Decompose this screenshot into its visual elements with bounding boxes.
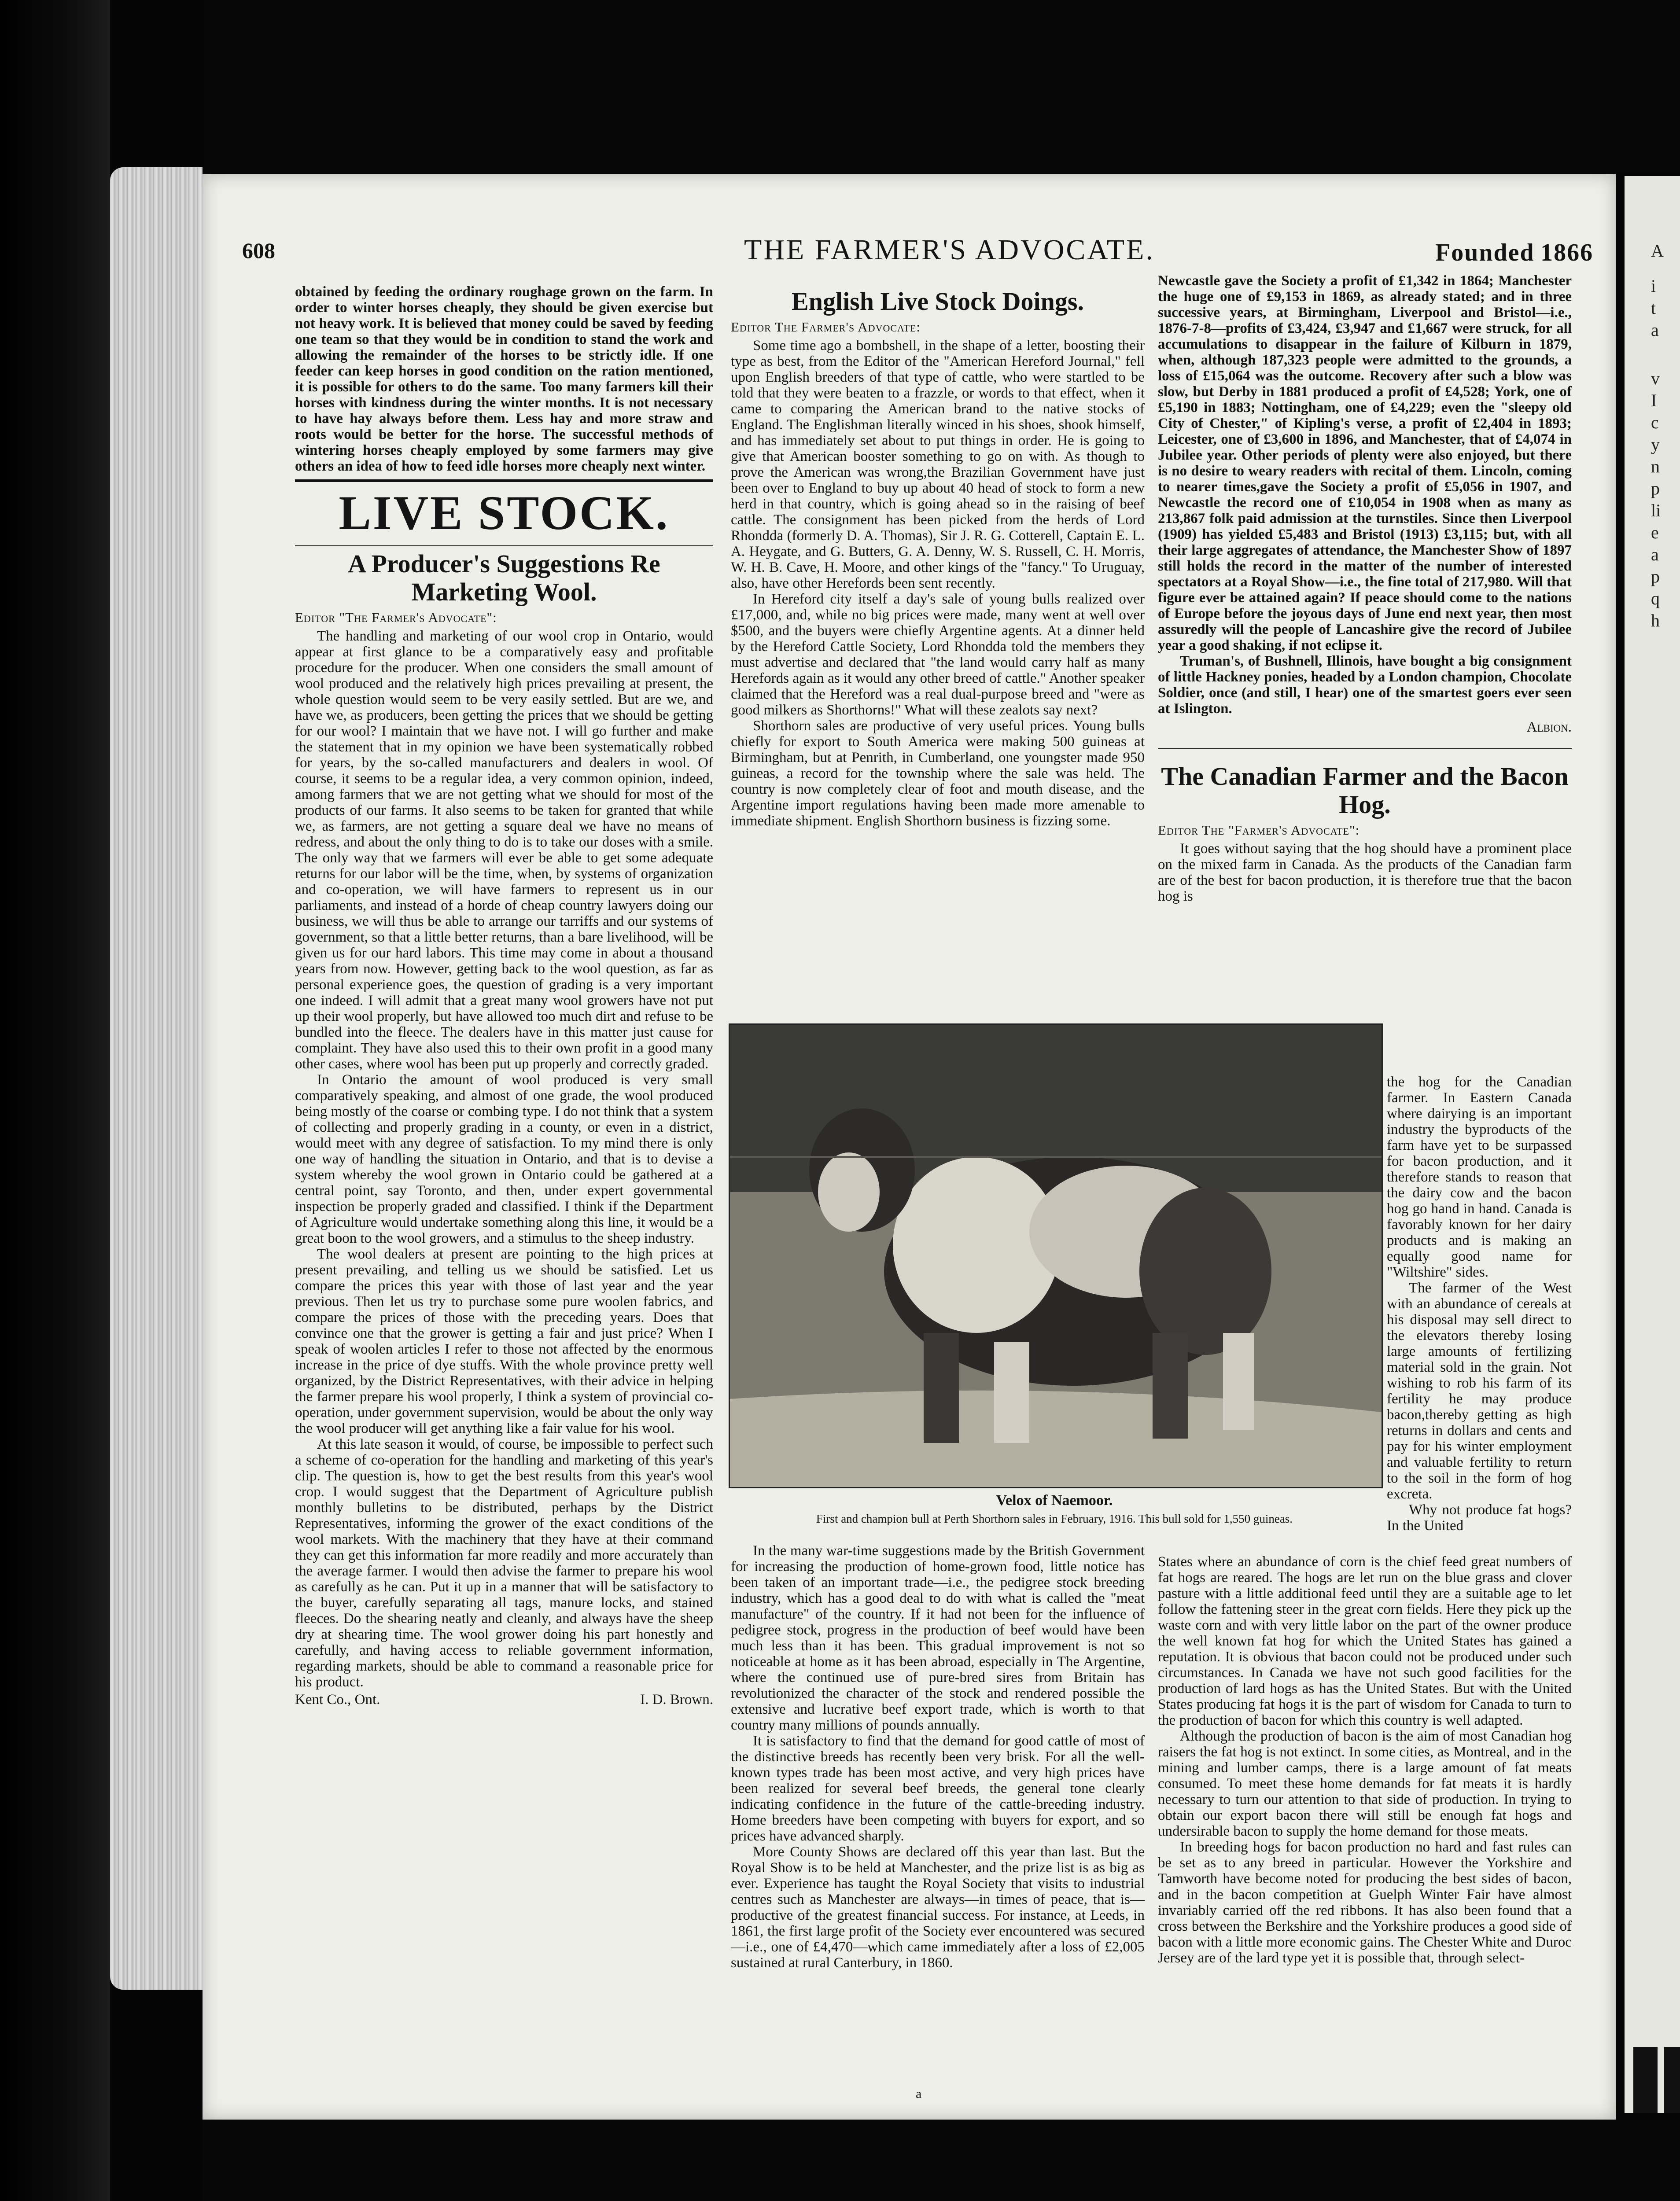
adjacent-fragment: p — [1651, 478, 1660, 498]
adjacent-fragment: t — [1651, 298, 1656, 318]
column-2 — [731, 284, 1145, 829]
adjacent-fragment: A — [1651, 241, 1664, 261]
masthead: THE FARMER'S ADVOCATE. — [744, 234, 1155, 266]
scan-background-top — [203, 0, 1680, 174]
adjacent-page-edge — [1625, 176, 1680, 2113]
column-1 — [295, 284, 713, 1708]
adjacent-fragment: q — [1651, 589, 1660, 608]
article-paragraph: The farmer of the West with an abundance of cereals at his disposal may sell direct to the elevators thereby losing large amounts of fertilizing material sold in the grain. Not wishing to rob his farm of its fertility he may produce bacon,thereby getting as high returns in dollars and cents and pay for his winter employment and valuable fertility to return to the soil in the form of hog excreta. — [1387, 1280, 1572, 1502]
article-paragraph: In Hereford city itself a day's sale of young bulls realized over £17,000, and, while no big prices were made, many went at well over $500, and the buyers were chiefly Argentine agents. At a dinner held by the Hereford Cattle Society, Lord Rhondda told the members they must advertise and declared that "the land would carry half as many Herefords again as it would any other breed of cattle." Another speaker claimed that the Hereford was a real dual-purpose breed and "were as good milkers as Shorthorns!" What will these zealots say next? — [731, 591, 1145, 718]
column-2-lower — [731, 1543, 1145, 1971]
page-number: 608 — [242, 238, 275, 263]
section-rule-thin — [295, 545, 713, 546]
signature-line — [295, 1692, 713, 1708]
adjacent-fragment: y — [1651, 434, 1660, 454]
article-title-wool: A Producer's Suggestions Re Marketing Wool. — [348, 549, 660, 606]
adjacent-fragment: v — [1651, 368, 1660, 388]
article-paragraph: Although the production of bacon is the aim of most Canadian hog raisers the fat hog is not extinct. In some cities, as Montreal, and in the mining and lumber camps, there is a large amount of fat meats consumed. To meet these home demands for fat meats it is hardly necessary to turn our attention to that side of production. In trying to obtain our export bacon there will still be enough fat hogs and undersirable bacon to supply the home demand for those meats. — [1158, 1728, 1572, 1839]
editor-line: Editor "The Farmer's Advocate": — [295, 610, 497, 625]
founded-text: Founded — [1435, 239, 1535, 266]
article-paragraph: It goes without saying that the hog should have a prominent place on the mixed farm in Canada. As the products of the Canadian farm are of the best for bacon production, it is therefore true that the bacon hog is — [1158, 841, 1572, 904]
scan-artifact-bar — [1633, 2047, 1658, 2113]
section-title: LIVE STOCK. — [339, 486, 670, 540]
article-paragraph: the hog for the Canadian farmer. In Eastern Canada where dairying is an important industry the byproducts of the farm have yet to be surpassed for bacon production, and it therefore stands to reason that the dairy cow and the bacon hog go hand in hand. Canada is favorably known for her dairy products and is making an equally good name for "Wiltshire" sides. — [1387, 1074, 1572, 1280]
adjacent-fragment: c — [1651, 412, 1659, 432]
footer-mark: a — [916, 2087, 922, 2101]
article-paragraph: At this late season it would, of course, be impossible to perfect such a scheme of co-operation for the handling and marketing of this year's clip. The question is, how to get the best results from this year's wool crop. I would suggest that the Department of Agriculture publish monthly bulletins to be distributed, perhaps by the District Representatives, informing the grower of the exact conditions of the wool markets. With the machinery that they have at their command they can get this information far more readily and more accurately than the average farmer. I would then advise the farmer to prepare his wool as carefully as he can. Put it up in a manner that will be satisfactory to the buyer, carefully separating all tags, manure locks, and stained fleeces. Do the shearing neatly and cleanly, and always have the sheep dry at shearing time. The wool grower doing his part honestly and carefully, and having access to reliable government information, regarding markets, should be able to command a reasonable price for his product. — [295, 1436, 713, 1690]
adjacent-fragment: li — [1651, 501, 1661, 520]
bull-photograph — [729, 1023, 1383, 1488]
article-paragraph: States where an abundance of corn is the chief feed great numbers of fat hogs are reared. The hogs are let run on the blue grass and clover pasture with a little additional feed until they are a suitable age to let follow the fattening steer in the great corn fields. Here they pick up the waste corn and with very little labor on the part of the owner produce the well known fat hog for which the United States has gained a reputation. It is obvious that bacon could not be produced under such circumstances. In Canada we have not such good facilities for the production of lard hogs as has the United States. But with the United States producing fat hogs it is the part of wisdom for Canada to turn to the production of bacon for which this country is well adapted. — [1158, 1554, 1572, 1728]
scan-background-left — [0, 0, 110, 2201]
adjacent-fragment: p — [1651, 567, 1660, 586]
article-paragraph: Shorthorn sales are productive of very useful prices. Young bulls chiefly for export to South America were making 500 guineas at Birmingham, but at Penrith, in Cumberland, one youngster made 950 guineas, a record for the township where the sale was held. The country is now completely clear of foot and mouth disease, and the Argentine import regulations having been made more amenable to immediate shipment. English Shorthorn business is fizzing some. — [731, 718, 1145, 829]
article-paragraph: More County Shows are declared off this year than last. But the Royal Show is to be held at Manchester, and the prize list is as big as ever. Experience has taught the Royal Society that visits to industrial centres such as Manchester are always—in times of peace, that is—productive of the greatest financial success. For instance, at Leeds, in 1861, the first large profit of the Society ever encountered was secured—i.e., one of £4,470—which came immediately after a loss of £2,005 sustained at rural Canterbury, in 1860. — [731, 1844, 1145, 1971]
adjacent-fragment: a — [1651, 545, 1659, 564]
article-paragraph: Why not produce fat hogs? In the United — [1387, 1502, 1572, 1534]
adjacent-fragment: a — [1651, 320, 1659, 340]
article-paragraph: The wool dealers at present are pointing to the high prices at present prevailing, and telling us we should be satisfied. Let us compare the prices this year with those of last year and the year previous. Then let us try to purchase some pure woolen fabrics, and compare the prices of those with the preceding years. Does that convince one that the grower is getting a fair and just price? When I speak of woolen articles I refer to those not affected by the enormous increase in the price of dye stuffs. With the whole province pretty well organized, by the District Representatives, with their advice in helping the farmer prepare his wool properly, I think a system of provincial co-operation, under government supervision, would be about the only way the wool producer will get anything like a fair value for his wool. — [295, 1246, 713, 1436]
editor-line: Editor The "Farmer's Advocate": — [1158, 822, 1360, 838]
article-paragraph: Newcastle gave the Society a profit of £1,342 in 1864; Manchester the huge one of £9,153 in 1869, as already stated; and in three successive years, at Birmingham, Liverpool and Bristol—i.e., 1876-7-8—profits of £3,424, £3,947 and £1,667 were struck, for all accumulations to disappear in the failure of Kilburn in 1879, when, although 187,323 people were admitted to the grounds, a loss of £15,064 was the outcome. Recovery after such a blow was slow, but Derby in 1881 produced a profit of £4,528; York, one of £5,190 in 1883; Nottingham, one of £4,229; even the "sleepy old City of Chester," of Kipling's verse, a profit of £2,404 in 1893; Leicester, one of £3,600 in 1896, and Manchester, that of £4,074 in Jubilee year. Other periods of plenty were also enjoyed, but there is no desire to weary readers with recital of them. Lincoln, coming to nearer times,gave the Society a profit of £5,056 in 1907, and Newcastle the record one of £10,054 in 1908 when as many as 213,867 folk paid admission at the turnstiles. Since then Liverpool (1909) has yielded £5,483 and Bristol (1913) £3,115; but, with all their large aggregates of attendance, the Manchester Show of 1897 still holds the record in the matter of the number of interested spectators at a Royal Show—i.e., the fine total of 217,980. Will that figure ever be attained again? If peace should come to the nations of Europe before the joyous days of June end next year, then most assuredly will the people of Lancashire give the record of Jubilee year a good shaking, if not eclipse it. — [1158, 273, 1572, 653]
founded-label — [1435, 239, 1593, 267]
adjacent-fragment: i — [1651, 276, 1656, 296]
founded-year: 1866 — [1540, 239, 1594, 266]
column-3-wrap — [1387, 1074, 1572, 1534]
page-header — [203, 229, 1616, 273]
article-paragraph: Truman's, of Bushnell, Illinois, have bought a big consignment of little Hackney ponies, headed by a London champion, Chocolate Soldier, once (and still, I hear) one of the smartest goers ever seen at Islington. — [1158, 653, 1572, 717]
photo-title: Velox of Naemoor. — [996, 1492, 1113, 1509]
signature-place: Kent Co., Ont. — [295, 1692, 380, 1708]
article-paragraph: Some time ago a bombshell, in the shape of a letter, boosting their type as best, from the Editor of the "American Hereford Journal," fell upon English breeders of that type of cattle, who were startled to be told that they were beaten to a frazzle, or words to that effect, when it came to comparing the American brand to the native stocks of England. The Englishman literally winced in his shoes, shook himself, and has immediately set about to put things in order. He is going to give that American booster something to go on with. As though to prove the American was wrong,the Brazilian Government have just been over to England to buy up about 40 head of stock to form a new herd in that country, which is going ahead so in the raising of beef cattle. The consignment has been picked from the herds of Lord Rhondda (formerly D. A. Thomas), Sir J. R. G. Cotterell, Captain E. L. A. Heygate, and G. Butters, G. A. Denny, W. S. Russell, C. H. Morris, W. H. B. Cave, H. Moore, and other kings of the "fancy." To Uruguay, also, have other Herefords been sent recently. — [731, 338, 1145, 591]
horse-wintering-paragraph: obtained by feeding the ordinary roughage grown on the farm. In order to winter horses cheaply, they should be given exercise but not heavy work. It is believed that money could be saved by feeding one team so that they would be in condition to stand the work and allowing the remainder of the horses to be strictly idle. If one feeder can keep horses in good condition on the ration mentioned, it is possible for others to do the same. Too many farmers kill their horses with kindness during the winter months. It is not necessary to have hay always before them. Less hay and more straw and roots would be better for the horse. The successful methods of wintering horses cheaply employed by some farmers may give others an idea of how to feed idle horses more cheaply next winter. — [295, 284, 713, 474]
newspaper-page — [203, 174, 1616, 2120]
adjacent-fragment: e — [1651, 523, 1659, 542]
scan-background-bottom — [203, 2120, 1680, 2201]
article-paragraph: In Ontario the amount of wool produced is very small comparatively speaking, and almost of one grade, the wool produced being mostly of the coarse or combing type. I do not think that a system of collecting and properly grading in a county, or even in a district, would meet with any degree of satisfaction. To my mind there is only one way of handling the situation in Ontario, and that is to devise a system whereby the wool grown in Ontario could be gathered at a central point, say Toronto, and then, under expert governmental inspection be properly graded and classified. I think if the Department of Agriculture would undertake something along this line, it would be a great boon to the wool growers, and a stimulus to the sheep industry. — [295, 1072, 713, 1246]
photo-caption: First and champion bull at Perth Shorthorn sales in February, 1916. This bull sold for 1,550 guineas. — [816, 1512, 1293, 1525]
scan-artifact-bar — [1664, 2047, 1680, 2113]
adjacent-fragment: I — [1651, 390, 1657, 410]
adjacent-fragment: h — [1651, 611, 1660, 630]
editor-line: Editor The Farmer's Advocate: — [731, 319, 921, 335]
article-divider — [1158, 748, 1572, 749]
article-title-bacon-hog: The Canadian Farmer and the Bacon Hog. — [1161, 762, 1569, 819]
column-3 — [1158, 273, 1572, 904]
article-paragraph: In the many war-time suggestions made by the British Government for increasing the production of home-grown food, little notice has been taken of an important trade—i.e., the pedigree stock breeding industry, which has a good deal to do with what is called the "meat manufacture" of the country. If it had not been for the influence of pedigree stock, progress in the production of beef would have been much less than it has been. This gradual improvement is not so noticeable at home as it has been abroad, especially in The Argentine, where the continued use of pure-bred sires from Britain has revolutionized the character of the stock and rendered possible the extensive and lucrative beef export trade, which is worth to that country many millions of pounds annually. — [731, 1543, 1145, 1733]
signature-name: I. D. Brown. — [640, 1692, 713, 1708]
column-3-lower — [1158, 1554, 1572, 1966]
article-paragraph: The handling and marketing of our wool crop in Ontario, would appear at first glance to be a comparatively easy and profitable procedure for the producer. When one considers the small amount of wool produced and the relatively high prices prevailing at present, the whole question would seem to be very easily settled. But are we, and have we, as producers, been getting the prices that we should be getting for our wool? I maintain that we have not. I will go further and make the statement that in my opinion we have been systematically robbed for years, by the so-called manufacturers and dealers in wool. Of course, it seems to be a regular idea, a very common opinion, indeed, among farmers that we are not getting what we should for most of the products of our farms. It also seems to be taken for granted that while we, as farmers, are not getting a square deal we have no means of redress, and about the only thing to do is to take our doses with a smile. The only way that we farmers will ever be able to get some adequate returns for our labor will be the time, when, by systems of organization and co-operation, we will have farmers to represent us in our parliaments, and instead of a horde of cheap country lawyers doing our business, we will thus be able to arrange our tarriffs and our systems of government, so that a little better returns, than a bare livelihood, will be given us for our hard labors. This time may come in about a thousand years from now. However, getting back to the wool question, as far as personal experience goes, the question of grading is a very important one indeed. I will admit that a great many wool growers have not put up their wool properly, but have allowed too much dirt and refuse to be bundled into the fleece. The dealers have in this matter just cause for complaint. They have also used this to their own profit in a good many other cases, where wool has been put up properly and correctly graded. — [295, 628, 713, 1072]
signature-albion: Albion. — [1526, 719, 1572, 735]
adjacent-fragment: n — [1651, 456, 1660, 476]
article-paragraph: It is satisfactory to find that the demand for good cattle of most of the distinctive breeds has recently been very brisk. For all the well-known types trade has been most active, and very high prices have been realized for several beef breeds, the general tone clearly indicating confidence in the future of the cattle-breeding industry. Home breeders have been competing with buyers for export, and so prices have advanced sharply. — [731, 1733, 1145, 1844]
article-paragraph: In breeding hogs for bacon production no hard and fast rules can be set as to any breed in particular. However the Yorkshire and Tamworth have become noted for producing the best sides of bacon, and in the bacon competition at Guelph Winter Fair have almost invariably carried off the red ribbons. It has also been found that a cross between the Berkshire and the Yorkshire produces a good side of bacon with a little more economic gains. The Chester White and Duroc Jersey are of the lard type yet it is possible that, through select- — [1158, 1839, 1572, 1966]
article-title-english-livestock: English Live Stock Doings. — [792, 287, 1084, 316]
